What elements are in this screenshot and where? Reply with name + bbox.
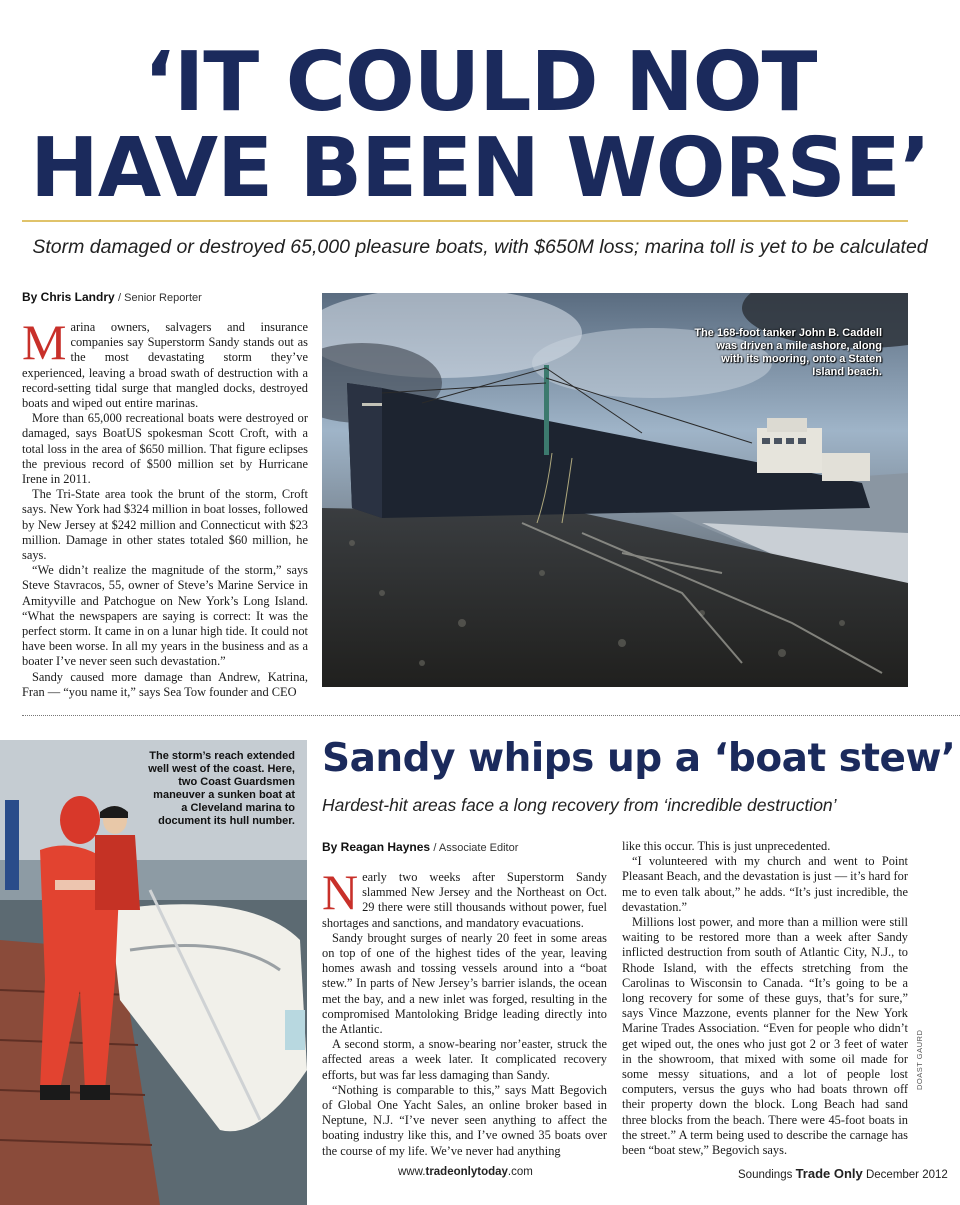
article1-paragraph: Sandy caused more damage than Andrew, Katrina, Fran — “you name it,” says Sea Tow founder and CEO [22, 669, 308, 699]
article1-paragraph: The Tri-State area took the brunt of the storm, Croft says. New York had $324 million in boat losses, followed by New Jersey at $242 million and Connecticut with $23 million. Damage in other states totaled $60 million, he says. [22, 487, 308, 563]
article2-paragraph: “Nothing is comparable to this,” says Matt Begovich of Global One Yacht Sales, an online broker based in Neptune, N.J. “I’ve never seen anything to affect the boating industry like this, and I’ve owned 35 boats over the course of my life. We’ve never had anything [322, 1082, 607, 1158]
article2-paragraph: A second storm, a snow-bearing nor’easter, struck the affected areas a week later. It complicated recovery efforts, but was far less damaging than Sandy. [322, 1037, 607, 1082]
footer-publication-name: Trade Only [795, 1166, 863, 1181]
article1-body [22, 314, 308, 700]
tanker-photo [322, 293, 908, 687]
article2-deck: Hardest-hit areas face a long recovery from ‘incredible destruction’ [322, 795, 837, 815]
main-deck: Storm damaged or destroyed 65,000 pleasure boats, with $650M loss; marina toll is yet to be calculated [32, 236, 928, 258]
article2-byline [322, 840, 518, 854]
article1-role: / Senior Reporter [118, 292, 202, 304]
article2-dropcap: N [322, 864, 359, 920]
article2-column-2 [622, 839, 908, 1158]
footer-publication: Soundings Trade Only December 2012 [738, 1166, 948, 1181]
article1-byline [22, 290, 202, 304]
article1-paragraph: More than 65,000 recreational boats were destroyed or damaged, says BoatUS spokesman Scott Croft, with a total loss in the area of $650 million. That figure eclipses the previous record of $500 million set by Hurricane Irene in 2011. [22, 411, 308, 487]
coast-guard-photo-caption: The storm’s reach extended well west of the coast. Here, two Coast Guardsmen maneuver a sunken boat at a Cleveland marina to document its hull number. [148, 750, 295, 827]
headline-line-2: HAVE BEEN WORSE’ [30, 121, 930, 216]
article2-role: / Associate Editor [433, 842, 519, 854]
article2-paragraph: “I volunteered with my church and went to Point Pleasant Beach, and the devastation is just — it’s hard for me to even talk about,” he adds. “It’s just incredible, the devastation.” [622, 854, 908, 914]
article2-paragraph: Nearly two weeks after Superstorm Sandy slammed New Jersey and the Northeast on Oct. 29 there were still thousands without power, fuel shortages and sanctions, and mandatory evacuations. [322, 864, 607, 930]
article2-paragraph: like this occur. This is just unprecedented. [622, 839, 831, 853]
section-divider [22, 715, 960, 716]
tanker-photo-caption: The 168-foot tanker John B. Caddell was driven a mile ashore, along with its mooring, onto a Staten Island beach. [694, 327, 882, 378]
footer-date: December 2012 [865, 1169, 948, 1181]
article1-author: By Chris Landry [22, 290, 115, 304]
photo-credit: DOAST GAURD [915, 1029, 924, 1090]
article1-paragraph: “We didn’t realize the magnitude of the storm,” says Steve Stavracos, 55, owner of Steve’s Marine Service in Amityville and Patchogue on New York’s Long Island. “What the newspapers are saying is correct: It was the perfect storm. It came in on a lunar high tide. It could not have been worse. In all my years in the business and as a boater I’ve never seen such devastation.” [22, 563, 308, 669]
headline-line-1: ‘IT COULD NOT [143, 35, 817, 130]
coast-guard-photo [0, 740, 307, 1205]
headline-rule [22, 220, 908, 222]
article2-author: By Reagan Haynes [322, 840, 431, 854]
article1-paragraph: Marina owners, salvagers and insurance companies say Superstorm Sandy stands out as the most devastating storm they’ve experienced, leaving a broad swath of destruction with a record-setting tidal surge that mangled docks, destroyed boats and wiped out entire marinas. [22, 314, 308, 411]
article1-dropcap: M [22, 314, 67, 370]
article2-column-1 [322, 864, 607, 1159]
article2-headline: Sandy whips up a ‘boat stew’ [322, 736, 956, 781]
article2-paragraph: Sandy brought surges of nearly 20 feet in some areas on top of one of the highest tides of the year, leaving homes awash and tossing vessels around into a “boat stew.” In parts of New Jersey’s barrier islands, the ocean met the bay, and a new inlet was forged, resulting in the compromised Mantoloking Bridge leading directly into the Atlantic. [322, 930, 607, 1037]
article2-paragraph: Millions lost power, and more than a million were still waiting to be restored more than a week after Sandy inflicted destruction from south of Atlantic City, N.J., to Rhode Island, with the effects stretching from the Carolinas to Wisconsin to Canada. “It’s going to be a long recovery for some of these guys, that’s for sure,” says Vince Mazzone, events planner for the New York Marine Trades Association. “Even for people who didn’t get wiped out, the ones who just got 2 or 3 feet of water in the showroom, that mixed with some oil made for some messy situations, and a lot of people lost computers, versus the guys who had boats thrown off their property down the block. Long Beach had sand three blocks from the beach. There were 45-foot boats in the street.” A term being used to describe the carnage has been “boat stew,” Begovich says. [622, 915, 908, 1158]
footer-url[interactable]: www.tradeonlytoday.com [398, 1166, 533, 1178]
main-headline [0, 35, 960, 216]
